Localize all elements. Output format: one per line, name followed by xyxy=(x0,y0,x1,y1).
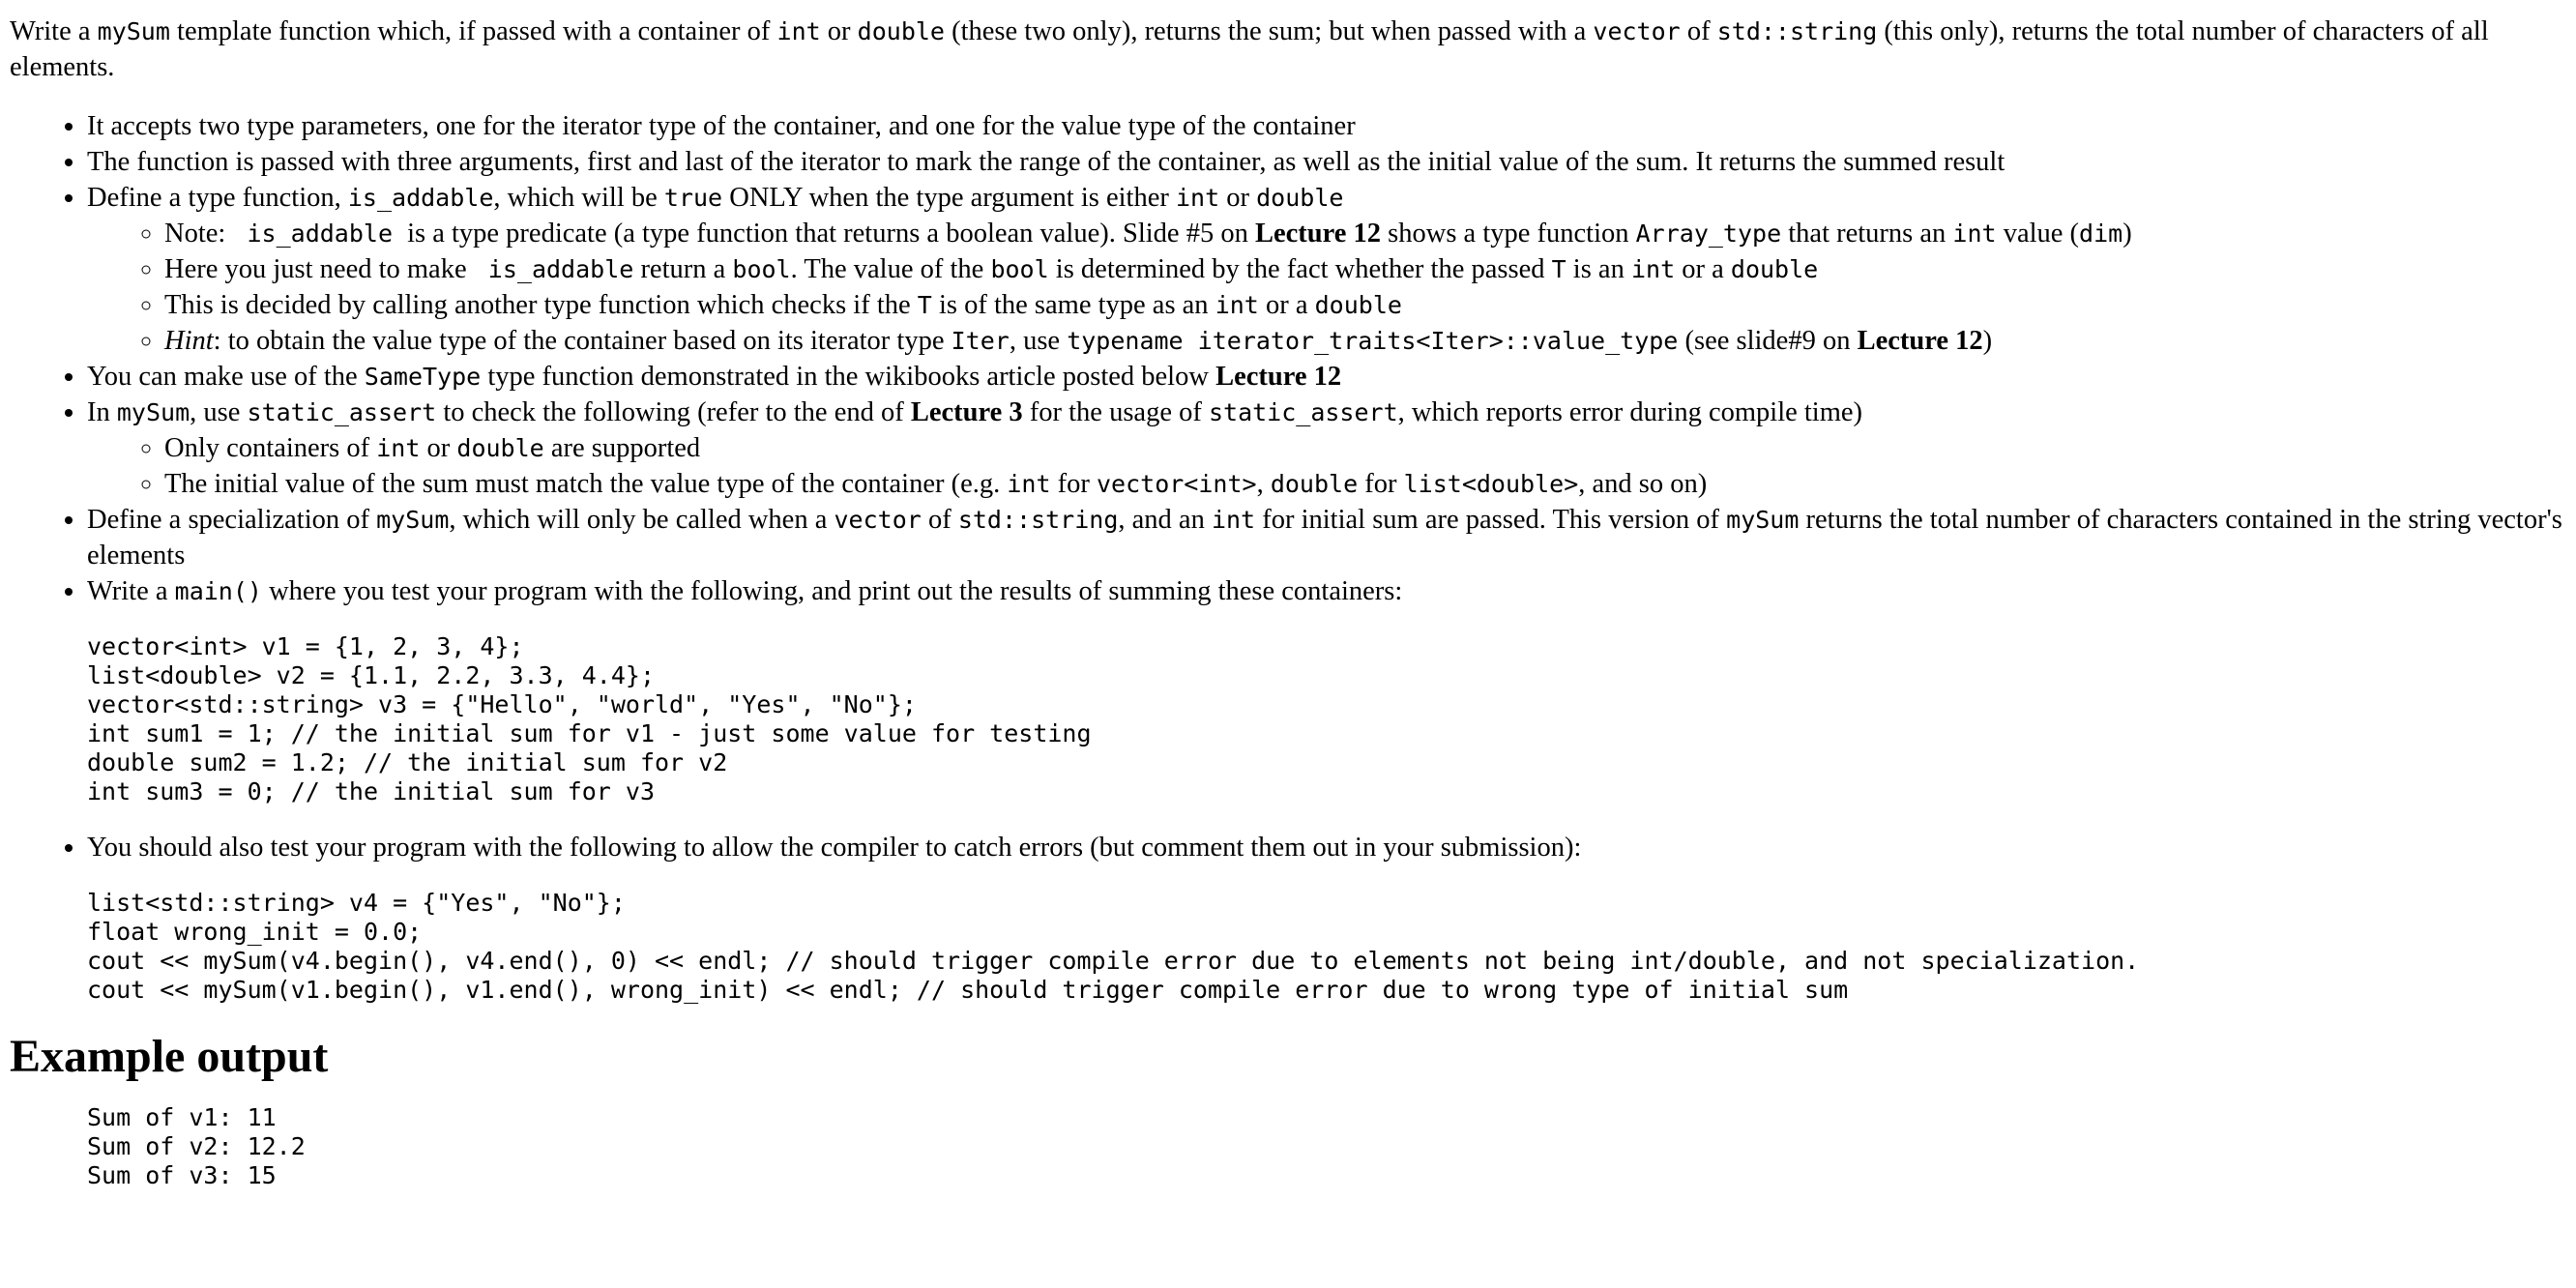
sub-list xyxy=(87,430,2566,502)
sub-list-item: ◦ Here you just need to make is_addable return a bool. The value of the bool is determined by the fact whether the passed T is an int or a double xyxy=(164,251,2566,287)
list-item: • You should also test your program with the following to allow the compiler to catch errors (but comment them out in your submission): list<std::string> v4 = {"Yes", "No"}; float wrong_init = 0.0; cout << mySum(v4.begin(), v4.end(), 0) << endl; // should trigger compile error due to elements not being int/double, and not specialization. cout << mySum(v1.begin(), v1.end(), wrong_init) << endl; // should trigger compile error due to wrong type of initial sum xyxy=(87,830,2566,1005)
example-output-heading: Example output xyxy=(10,1031,329,1082)
requirements-list xyxy=(10,108,2566,1005)
intro-paragraph: Write a mySum template function which, if passed with a container of int or double (these two only), returns the sum; but when passed with a vector of std::string (this only), returns the total number of characters of all elements. xyxy=(10,16,2489,82)
list-item: • You can make use of the SameType type function demonstrated in the wikibooks article posted below Lecture 12 xyxy=(87,359,2566,395)
error-test-code-block: list<std::string> v4 = {"Yes", "No"}; float wrong_init = 0.0; cout << mySum(v4.begin(), v4.end(), 0) << endl; // should trigger compile error due to elements not being int/double, and not specialization. cout << mySum(v1.begin(), v1.end(), wrong_init) << endl; // should trigger compile error due to wrong type of initial sum xyxy=(87,889,2140,1004)
list-item: • Define a specialization of mySum, which will only be called when a vector of std::string, and an int for initial sum are passed. This version of mySum returns the total number of characters contained in the string vector's elements xyxy=(87,502,2566,573)
sub-list-item: ◦ Hint: to obtain the value type of the container based on its iterator type Iter, use typename iterator_traits<Iter>::value_type (see slide#9 on Lecture 12) xyxy=(164,323,2566,359)
sub-list xyxy=(87,216,2566,359)
example-output-block: Sum of v1: 11 Sum of v2: 12.2 Sum of v3: 15 xyxy=(87,1103,306,1189)
list-item: • Define a type function, is_addable, which will be true ONLY when the type argument is either int or double ◦ Note: is_addable is a type predicate (a type function that returns a boolean value). Slide #5 on Lecture 12 shows a type function Array_type that returns an int value (dim) ◦ Here you just need to make is_addable return a bool. The value of the bool is determined by the fact whether the passed T is an int or a double ◦ This is decided by calling another type function which checks if the T is of the same type as an int or a double ◦ Hint: to obtain the value type of the container based on its iterator type Iter, use typename iterator_traits<Iter>::value_type (see slide#9 on Lecture 12) xyxy=(87,180,2566,359)
sub-list-item: ◦ This is decided by calling another type function which checks if the T is of the same type as an int or a double xyxy=(164,287,2566,323)
sub-list-item: ◦ The initial value of the sum must match the value type of the container (e.g. int for vector<int>, double for list<double>, and so on) xyxy=(164,466,2566,502)
list-item: • The function is passed with three arguments, first and last of the iterator to mark the range of the container, as well as the initial value of the sum. It returns the summed result xyxy=(87,144,2566,180)
list-item: • It accepts two type parameters, one for the iterator type of the container, and one for the value type of the container xyxy=(87,108,2566,144)
sub-list-item: ◦ Only containers of int or double are supported xyxy=(164,430,2566,466)
list-item: • Write a main() where you test your program with the following, and print out the results of summing these containers: vector<int> v1 = {1, 2, 3, 4}; list<double> v2 = {1.1, 2.2, 3.3, 4.4}; vector<std::string> v3 = {"Hello", "world", "Yes", "No"}; int sum1 = 1; // the initial sum for v1 - just some value for testing double sum2 = 1.2; // the initial sum for v2 int sum3 = 0; // the initial sum for v3 xyxy=(87,573,2566,806)
list-item: • In mySum, use static_assert to check the following (refer to the end of Lecture 3 for the usage of static_assert, which reports error during compile time) ◦ Only containers of int or double are supported ◦ The initial value of the sum must match the value type of the container (e.g. int for vector<int>, double for list<double>, and so on) xyxy=(87,395,2566,502)
sub-list-item: ◦ Note: is_addable is a type predicate (a type function that returns a boolean value). Slide #5 on Lecture 12 shows a type function Array_type that returns an int value (dim) xyxy=(164,216,2566,251)
test-code-block: vector<int> v1 = {1, 2, 3, 4}; list<double> v2 = {1.1, 2.2, 3.3, 4.4}; vector<std::string> v3 = {"Hello", "world", "Yes", "No"}; int sum1 = 1; // the initial sum for v1 - just some value for testing double sum2 = 1.2; // the initial sum for v2 int sum3 = 0; // the initial sum for v3 xyxy=(87,632,1092,805)
